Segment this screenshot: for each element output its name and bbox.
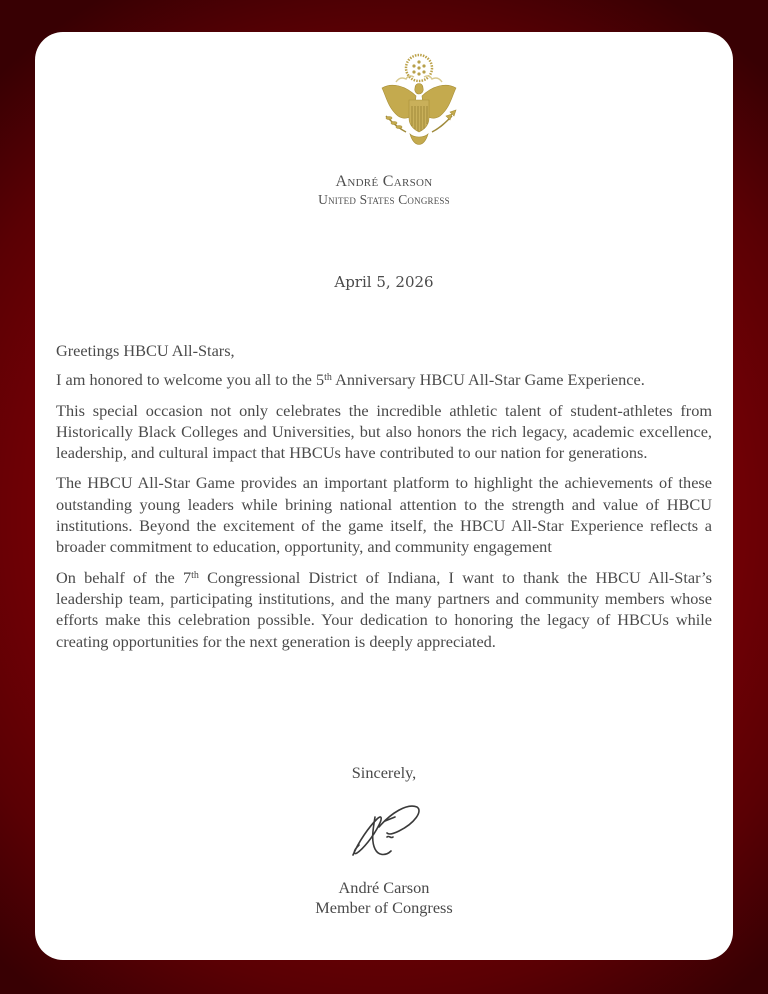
letter-page bbox=[35, 32, 733, 960]
paragraph-text: Congressional District of Indiana, I want to thank the HBCU All-Star’s leadership team, participating institutions, and the many partners and community members whose efforts make this celebration possible. Your dedication to honoring the legacy of HBCUs while creating opportunities for the next generation is deeply appreciated. bbox=[56, 567, 712, 651]
letterhead-title: United States Congress bbox=[318, 192, 450, 207]
letterhead bbox=[35, 172, 733, 208]
signer-title: Member of Congress bbox=[315, 898, 453, 917]
signer-name: André Carson bbox=[338, 878, 430, 897]
paragraph-text: Anniversary HBCU All-Star Game Experience. bbox=[331, 370, 645, 390]
paragraph-text: On behalf of the 7 bbox=[56, 567, 192, 587]
paragraph-text: I am honored to welcome you all to the 5 bbox=[56, 370, 325, 390]
signer-block bbox=[35, 878, 733, 918]
letterhead-name: André Carson bbox=[335, 173, 433, 190]
greeting: Greetings HBCU All-Stars, bbox=[56, 341, 235, 360]
paragraph-thanks bbox=[56, 567, 712, 652]
great-seal-eagle-icon bbox=[376, 52, 462, 156]
letter-date: April 5, 2026 bbox=[334, 273, 434, 291]
letter-body bbox=[56, 340, 712, 661]
handwritten-signature-icon bbox=[345, 797, 425, 863]
paragraph-welcome bbox=[56, 369, 712, 390]
closing: Sincerely, bbox=[351, 763, 417, 782]
paragraph-occasion: This special occasion not only celebrates the incredible athletic talent of student-athletes from Historically Black Colleges and Universities, but also honors the rich legacy, academic excellence, leadership, and cultural impact that HBCUs have contributed to our nation for generations. bbox=[56, 400, 712, 463]
paragraph-platform: The HBCU All-Star Game provides an important platform to highlight the achievements of these outstanding young leaders while brining national attention to the strength and value of HBCU institutions. Beyond the excitement of the game itself, the HBCU All-Star Experience reflects a broader commitment to education, opportunity, and community engagement bbox=[56, 473, 712, 557]
ordinal-suffix: th bbox=[324, 372, 332, 384]
ordinal-suffix: th bbox=[191, 569, 199, 581]
